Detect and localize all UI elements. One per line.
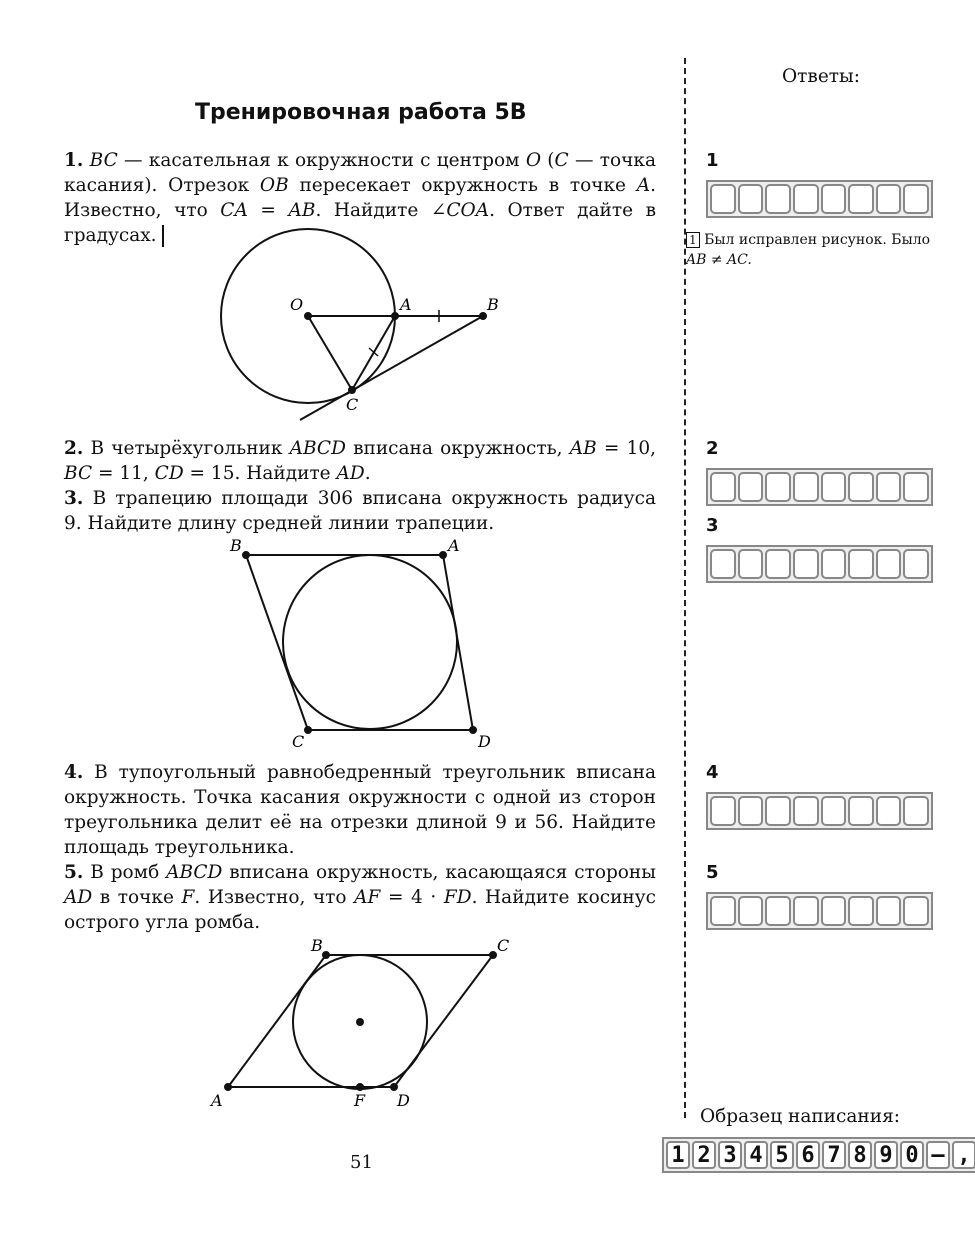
problem-text: В ромб ABCD вписана окружность, касающаяся стороны AD в точке F. Известно, что AF = 4 · FD. Найдите косинус острого угла ромба. xyxy=(64,862,656,933)
fig2-point-c xyxy=(305,727,311,733)
answers-heading: Ответы: xyxy=(782,66,860,87)
answer-cell[interactable] xyxy=(793,184,819,214)
answer-number-2: 2 xyxy=(706,438,719,459)
fig2-label-a: A xyxy=(448,536,460,555)
column-divider xyxy=(684,58,686,1118)
answer-cell[interactable] xyxy=(848,472,874,502)
sample-char: 1 xyxy=(666,1141,690,1169)
figure-1 xyxy=(221,229,486,420)
fig3-label-b: B xyxy=(311,936,323,955)
answer-cell[interactable] xyxy=(821,896,847,926)
fig2-label-d: D xyxy=(478,732,491,751)
answer-cell[interactable] xyxy=(710,184,736,214)
note-text: Был исправлен рисунок. Было xyxy=(704,232,931,248)
answer-cell[interactable] xyxy=(765,184,791,214)
answer-cell[interactable] xyxy=(848,896,874,926)
answer-cell[interactable] xyxy=(710,549,736,579)
problem-number: 4. xyxy=(64,762,84,783)
fig1-point-c xyxy=(349,387,355,393)
answer-cell[interactable] xyxy=(848,184,874,214)
answer-cell[interactable] xyxy=(876,184,902,214)
answer-number-4: 4 xyxy=(706,762,719,783)
problem-number: 3. xyxy=(64,488,84,509)
fig3-point-b xyxy=(323,952,329,958)
answer-cell[interactable] xyxy=(738,896,764,926)
answer-box-2[interactable] xyxy=(706,468,933,506)
sample-char: 5 xyxy=(770,1141,794,1169)
answer-cell[interactable] xyxy=(765,896,791,926)
answer-cell[interactable] xyxy=(848,549,874,579)
answer-cell[interactable] xyxy=(821,472,847,502)
fig1-label-c: C xyxy=(346,395,359,414)
fig3-label-d: D xyxy=(397,1091,410,1110)
answer-cell[interactable] xyxy=(821,549,847,579)
fig3-point-c xyxy=(490,952,496,958)
note-formula: AB ≠ AC. xyxy=(686,252,752,268)
sample-char: 6 xyxy=(796,1141,820,1169)
answer-number-3: 3 xyxy=(706,515,719,536)
answer-box-1[interactable] xyxy=(706,180,933,218)
sample-char: 3 xyxy=(718,1141,742,1169)
sample-char: 0 xyxy=(900,1141,924,1169)
fig1-label-a: A xyxy=(400,295,412,314)
answer-box-5[interactable] xyxy=(706,892,933,930)
answer-cell[interactable] xyxy=(821,184,847,214)
answer-number-1: 1 xyxy=(706,150,719,171)
answer-cell[interactable] xyxy=(765,796,791,826)
answer-cell[interactable] xyxy=(903,472,929,502)
page-number: 51 xyxy=(350,1152,373,1173)
answer-box-4[interactable] xyxy=(706,792,933,830)
problem-number: 5. xyxy=(64,862,84,883)
answer-cell[interactable] xyxy=(876,549,902,579)
fig2-label-b: B xyxy=(230,536,242,555)
fig2-point-d xyxy=(470,727,476,733)
answer-cell[interactable] xyxy=(876,472,902,502)
answer-number-5: 5 xyxy=(706,862,719,883)
note-mark: 1 xyxy=(686,232,700,248)
fig3-center xyxy=(357,1019,363,1025)
sample-label: Образец написания: xyxy=(700,1106,900,1127)
sample-char: 8 xyxy=(848,1141,872,1169)
fig1-point-b xyxy=(480,313,486,319)
fig3-point-f xyxy=(357,1084,363,1090)
problem-text: BC — касательная к окружности с центром O (C — точка касания). Отрезок OB пересекает окружность в точке A. Известно, что CA = AB. Найдите ∠COA. Ответ дайте в градусах. xyxy=(64,150,657,246)
sample-char: 2 xyxy=(692,1141,716,1169)
answer-cell[interactable] xyxy=(793,472,819,502)
answer-cell[interactable] xyxy=(876,796,902,826)
figure-3 xyxy=(225,952,496,1090)
answer-cell[interactable] xyxy=(793,549,819,579)
answer-cell[interactable] xyxy=(738,472,764,502)
answer-cell[interactable] xyxy=(876,896,902,926)
fig1-segment-oc xyxy=(308,316,352,390)
problem-number: 2. xyxy=(64,438,84,459)
fig3-label-c: C xyxy=(497,936,510,955)
problem-number: 1. xyxy=(64,150,84,171)
problem-2 xyxy=(64,436,656,486)
correction-note xyxy=(686,230,946,270)
answer-cell[interactable] xyxy=(738,796,764,826)
fig1-label-o: O xyxy=(290,295,304,314)
answer-cell[interactable] xyxy=(821,796,847,826)
fig2-point-b xyxy=(243,552,249,558)
fig1-label-b: B xyxy=(487,295,499,314)
fig1-point-o xyxy=(305,313,311,319)
answer-cell[interactable] xyxy=(738,549,764,579)
answer-cell[interactable] xyxy=(793,796,819,826)
answer-cell[interactable] xyxy=(793,896,819,926)
problem-text: В трапецию площади 306 вписана окружность радиуса 9. Найдите длину средней линии трапеции. xyxy=(64,488,656,534)
fig1-tangent xyxy=(300,316,483,420)
answer-cell[interactable] xyxy=(848,796,874,826)
fig2-circle xyxy=(283,555,457,729)
sample-char: 4 xyxy=(744,1141,768,1169)
fig3-label-f: F xyxy=(354,1091,366,1110)
answer-cell[interactable] xyxy=(710,472,736,502)
sample-char: , xyxy=(952,1141,975,1169)
page-title: Тренировочная работа 5В xyxy=(195,100,527,125)
sample-writing xyxy=(662,1137,975,1173)
answer-cell[interactable] xyxy=(903,896,929,926)
fig3-point-a xyxy=(225,1084,231,1090)
fig1-point-a xyxy=(392,313,398,319)
problem-3 xyxy=(64,486,656,536)
answer-cell[interactable] xyxy=(765,549,791,579)
sample-char: 7 xyxy=(822,1141,846,1169)
problem-text: В четырёхугольник ABCD вписана окружность, AB = 10, BC = 11, CD = 15. Найдите AD. xyxy=(64,438,657,484)
fig2-trapezoid xyxy=(246,555,473,730)
fig3-label-a: A xyxy=(211,1091,223,1110)
problem-5 xyxy=(64,860,656,935)
sample-char: – xyxy=(926,1141,950,1169)
fig2-label-c: C xyxy=(292,732,305,751)
answer-cell[interactable] xyxy=(903,184,929,214)
answer-cell[interactable] xyxy=(903,549,929,579)
problem-text: В тупоугольный равнобедренный треугольник вписана окружность. Точка касания окружности с одной из сторон треугольника делит её на отрезки длиной 9 и 56. Найдите площадь треугольника. xyxy=(64,762,656,858)
fig2-point-a xyxy=(440,552,446,558)
figure-2 xyxy=(243,552,476,733)
sample-char: 9 xyxy=(874,1141,898,1169)
fig3-point-d xyxy=(391,1084,397,1090)
answer-cell[interactable] xyxy=(710,896,736,926)
answer-cell[interactable] xyxy=(710,796,736,826)
answer-cell[interactable] xyxy=(765,472,791,502)
problem-4 xyxy=(64,760,656,860)
answer-box-3[interactable] xyxy=(706,545,933,583)
answer-cell[interactable] xyxy=(903,796,929,826)
answer-cell[interactable] xyxy=(738,184,764,214)
